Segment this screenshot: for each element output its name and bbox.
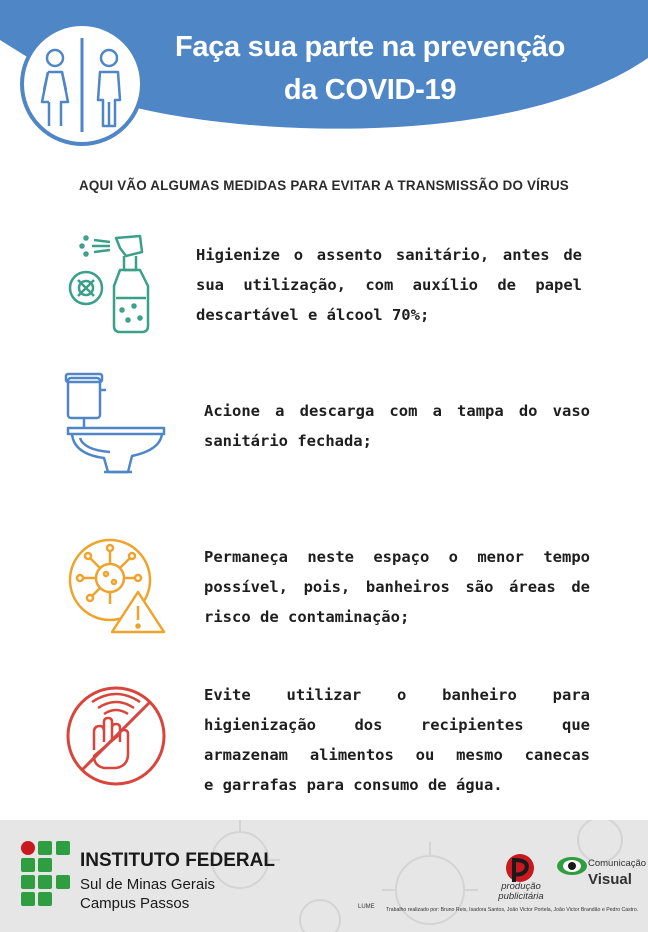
instruction-4-line-2: higienização dos recipientes que xyxy=(204,716,590,734)
instruction-4-line-3: armazenam alimentos ou mesmo canecas xyxy=(204,746,590,764)
no-washing-icon xyxy=(64,684,172,788)
spray-bottle-icon xyxy=(64,226,160,338)
instruction-3-line-3: risco de contaminação; xyxy=(204,608,410,626)
instruction-2-line-1: Acione a descarga com a tampa do vaso xyxy=(204,402,590,420)
comunicacao-text: Comunicação xyxy=(588,858,647,869)
comunicacao-visual-logo xyxy=(556,854,590,878)
instruction-4 xyxy=(204,680,590,800)
footer xyxy=(0,820,648,932)
instruction-3 xyxy=(204,542,590,632)
producao-line-1: produção xyxy=(501,881,541,892)
producao-line-2: publicitária xyxy=(498,891,544,902)
instruction-3-line-2: possível, pois, banheiros são áreas de xyxy=(204,578,590,596)
title-line-2: da COVID-19 xyxy=(283,74,457,106)
toilet-icon xyxy=(64,372,168,478)
instruction-1-line-2: sua utilização, com auxílio de papel xyxy=(196,276,582,294)
visual-text: Visual xyxy=(588,871,632,888)
restroom-icon xyxy=(16,22,154,150)
instruction-4-line-4: e garrafas para consumo de água. xyxy=(204,776,503,794)
credits: Trabalho realizado por: Bruno Reis, Isadora Santos, João Victor Portela, João Victor Brandão e Pedro Castro. xyxy=(386,907,639,913)
instruction-1 xyxy=(196,240,582,330)
institution-campus: Campus Passos xyxy=(80,895,190,912)
lume-logo-text: LUME xyxy=(358,904,375,910)
instruction-1-line-3: descartável e álcool 70%; xyxy=(196,306,430,324)
instruction-4-line-1: Evite utilizar o banheiro para xyxy=(204,686,590,704)
institute-logo xyxy=(20,840,72,908)
instruction-3-line-1: Permaneça neste espaço o menor tempo xyxy=(204,548,590,566)
institution-region: Sul de Minas Gerais xyxy=(80,876,216,893)
institution-name: INSTITUTO FEDERAL xyxy=(80,850,275,871)
instruction-2 xyxy=(204,396,590,456)
instruction-2-line-2: sanitário fechada; xyxy=(204,432,372,450)
producao-publicitaria-text xyxy=(486,882,556,902)
title-line-1: Faça sua parte na prevenção xyxy=(174,31,566,63)
instruction-1-line-1: Higienize o assento sanitário, antes de xyxy=(196,246,582,264)
page-subtitle: AQUI VÃO ALGUMAS MEDIDAS PARA EVITAR A TRANSMISSÃO DO VÍRUS xyxy=(79,178,569,193)
virus-warning-icon xyxy=(64,532,168,636)
page-title xyxy=(150,26,590,112)
